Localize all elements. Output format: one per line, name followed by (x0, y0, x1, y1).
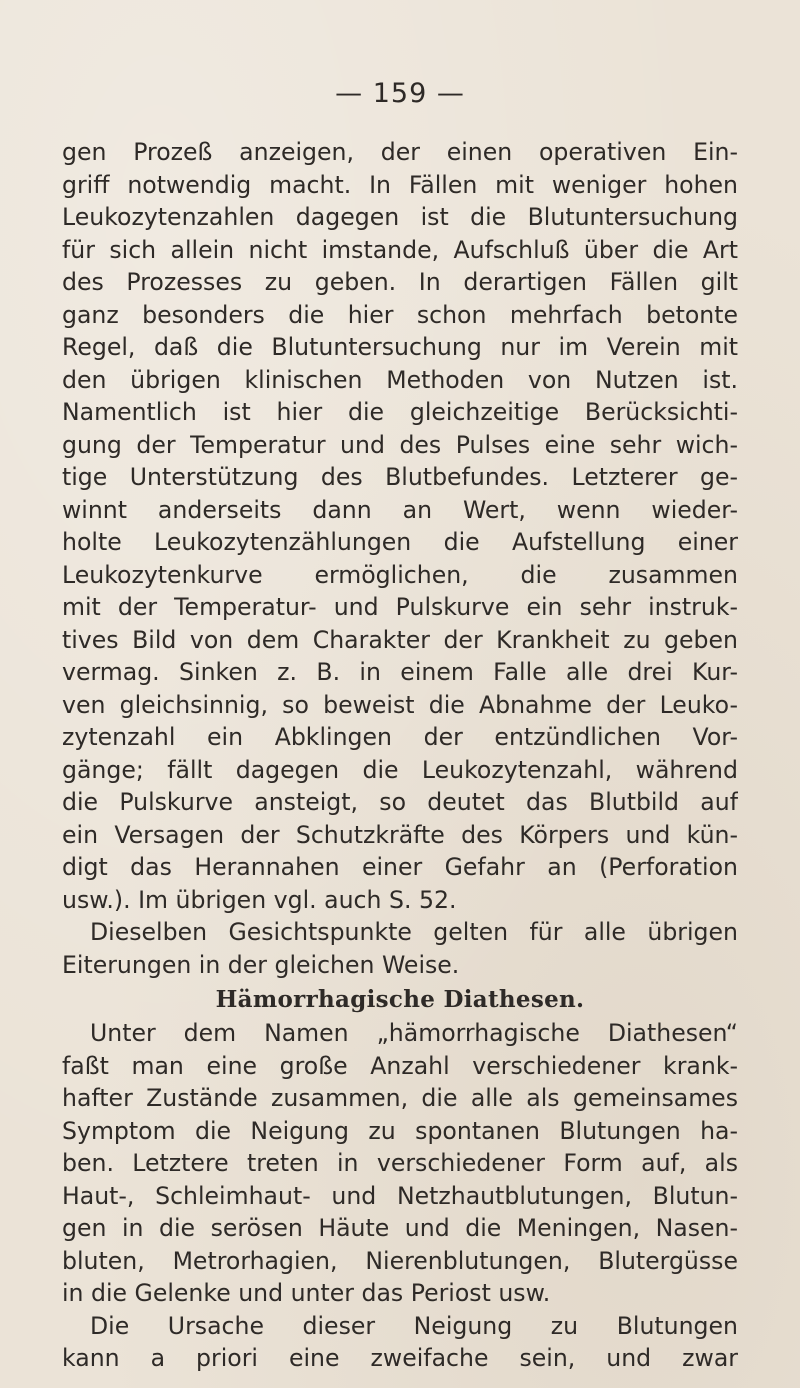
text-line: Regel, daß die Blutuntersuchung nur im Verein mit (62, 333, 738, 361)
text-line: mit der Temperatur- und Pulskurve ein sehr instruk- (62, 593, 738, 621)
text-line: winnt anderseits dann an Wert, wenn wieder- (62, 495, 738, 524)
text-line: Die Ursache dieser Neigung zu Blutungen (90, 1311, 738, 1340)
text-line: des Prozesses zu geben. In derartigen Fällen gilt (62, 268, 738, 296)
text-line: ganz besonders die hier schon mehrfach betonte (62, 300, 738, 329)
text-line: ein Versagen der Schutzkräfte des Körpers und kün- (62, 820, 738, 849)
text-line: vermag. Sinken z. B. in einem Falle alle drei Kur- (62, 658, 738, 686)
text-line: griff notwendig macht. In Fällen mit weniger hohen (62, 170, 738, 199)
text-line: bluten, Metrorhagien, Nierenblutungen, Blutergüsse (62, 1246, 738, 1275)
text-line: ben. Letztere treten in verschiedener Form auf, als (62, 1149, 738, 1177)
text-line: Leukozytenzahlen dagegen ist die Blutuntersuchung (62, 203, 738, 231)
text-line: die Pulskurve ansteigt, so deutet das Blutbild auf (62, 788, 738, 816)
text-line: gung der Temperatur und des Pulses eine sehr wich- (62, 430, 738, 459)
text-line: gänge; fällt dagegen die Leukozytenzahl, während (62, 755, 738, 784)
text-line: Leukozytenkurve ermöglichen, die zusammen (62, 560, 738, 589)
body-text (62, 136, 738, 1375)
text-line: tige Unterstützung des Blutbefundes. Letzterer ge- (62, 463, 738, 491)
text-line: tives Bild von dem Charakter der Krankheit zu geben (62, 625, 738, 654)
text-line: faßt man eine große Anzahl verschiedener krank- (62, 1051, 738, 1080)
text-line: digt das Herannahen einer Gefahr an (Perforation (62, 853, 738, 881)
text-line: Symptom die Neigung zu spontanen Blutungen ha- (62, 1116, 738, 1145)
text-line: für sich allein nicht imstande, Aufschluß über die Art (62, 235, 738, 264)
text-line: in die Gelenke und unter das Periost usw. (62, 1279, 551, 1307)
text-line: Eiterungen in der gleichen Weise. (62, 950, 460, 979)
text-line: kann a priori eine zweifache sein, und zwar (62, 1344, 738, 1372)
text-line: Namentlich ist hier die gleichzeitige Berücksichti- (62, 398, 738, 426)
text-line: Unter dem Namen „hämorrhagische Diathesen“ (90, 1019, 738, 1047)
text-line: Dieselben Gesichtspunkte gelten für alle übrigen (90, 918, 738, 946)
text-line: holte Leukozytenzählungen die Aufstellung einer (62, 528, 738, 556)
text-line: hafter Zustände zusammen, die alle als gemeinsames (62, 1084, 738, 1112)
text-line: Haut-, Schleimhaut- und Netzhautblutungen, Blutun- (62, 1181, 738, 1210)
text-line: den übrigen klinischen Methoden von Nutzen ist. (62, 365, 738, 394)
text-line: zytenzahl ein Abklingen der entzündlichen Vor- (62, 723, 738, 751)
text-line: ven gleichsinnig, so beweist die Abnahme der Leuko- (62, 690, 738, 719)
section-heading: Hämorrhagische Diathesen. (215, 986, 585, 1013)
text-line: gen in die serösen Häute und die Meningen, Nasen- (62, 1214, 738, 1242)
page-number: — 159 — (335, 78, 465, 109)
text-line: usw.). Im übrigen vgl. auch S. 52. (62, 885, 457, 914)
text-line: gen Prozeß anzeigen, der einen operativen Ein- (62, 138, 738, 166)
